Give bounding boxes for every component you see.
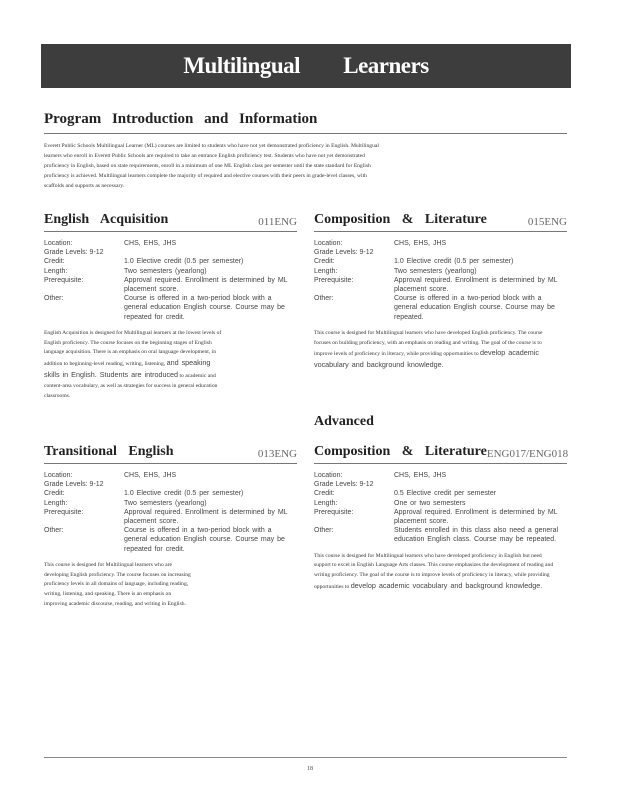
length-value: Two semesters (yearlong) bbox=[124, 267, 207, 275]
location-value: CHS, EHS, JHS bbox=[124, 240, 177, 247]
course-description bbox=[314, 329, 554, 372]
desc-text: This course is designed for Multilingual learners who have developed English proficiency. The course focuses on building proficiency, with an emphasis on reading and writing. The goal of the course is to improve levels of proficiency in literacy, while providing opportunities to bbox=[314, 329, 543, 358]
banner-title: Multilingual Learners bbox=[183, 53, 429, 78]
prereq-value: Approval required. Enrollment is determined by ML placement score. bbox=[394, 276, 558, 294]
grade-value: 9-12 bbox=[89, 481, 104, 489]
course-details bbox=[44, 239, 297, 322]
grade-value: 9-12 bbox=[359, 481, 374, 489]
course-code: ENG017/ENG018 bbox=[486, 448, 569, 460]
location-label: Location: bbox=[314, 240, 343, 247]
grade-value: 9-12 bbox=[359, 249, 374, 257]
course-title-row bbox=[314, 440, 567, 464]
desc-end: to academic and content-area vocabulary, as well as strategies for success in general education classrooms. bbox=[44, 373, 218, 399]
credit-value: 0.5 Elective credit per semester bbox=[394, 490, 497, 498]
course-advanced-composition-literature bbox=[314, 414, 569, 593]
length-value: Two semesters (yearlong) bbox=[394, 267, 477, 275]
course-title: English Acquisition bbox=[44, 212, 169, 227]
location-value: CHS, EHS, JHS bbox=[124, 472, 177, 479]
course-description bbox=[44, 561, 192, 610]
course-title-row bbox=[44, 208, 297, 232]
credit-label: Credit: bbox=[314, 258, 335, 266]
course-description bbox=[314, 552, 554, 593]
location-value: CHS, EHS, JHS bbox=[394, 240, 447, 247]
other-value: Course is offered in a two-period block with a general education English course. Course may be repeated. bbox=[394, 295, 555, 321]
prereq-value: Approval required. Enrollment is determined by ML placement score. bbox=[124, 508, 288, 526]
credit-label: Credit: bbox=[44, 258, 65, 266]
prereq-value: Approval required. Enrollment is determined by ML placement score. bbox=[394, 508, 558, 526]
desc-text: This course is designed for Multilingual learners who have developed proficiency in English but need support to excel in English Language Arts classes. This course emphasizes the development of reading and writing proficiency. The goal of the course is to improve levels of proficiency in literacy, while providing opportunities to bbox=[314, 552, 554, 591]
other-label: Other: bbox=[44, 527, 64, 535]
other-value: Course is offered in a two-period block with a general education English course. Course may be repeated for credit. bbox=[124, 527, 285, 553]
desc-emphasis: develop academic vocabulary and background knowledge. bbox=[314, 348, 539, 370]
prereq-label: Prerequisite: bbox=[314, 276, 354, 284]
credit-label: Credit: bbox=[44, 490, 65, 498]
desc-text: This course is designed for Multilingual learners who are developing English proficiency. The course focuses on increasing proficiency levels in all domains of language, including reading, writing, listening, and speaking. There is an emphasis on improving academic discourse, reading, and writing in English. bbox=[44, 561, 191, 608]
credit-value: 1.0 Elective credit (0.5 per semester) bbox=[124, 490, 244, 498]
course-composition-literature bbox=[314, 208, 567, 372]
section-heading: Program Introduction and Information bbox=[44, 111, 567, 134]
prereq-label: Prerequisite: bbox=[314, 508, 354, 516]
length-value: One or two semesters bbox=[394, 499, 466, 507]
page-banner bbox=[41, 44, 571, 88]
grade-label: Grade Levels: 9-12 bbox=[44, 481, 104, 489]
course-title: Composition & Literature bbox=[314, 444, 487, 459]
grade-label: Grade Levels: 9-12 bbox=[314, 249, 374, 257]
other-label: Other: bbox=[314, 527, 334, 535]
prereq-label: Prerequisite: bbox=[44, 508, 84, 516]
course-details bbox=[44, 471, 297, 554]
other-value: Course is offered in a two-period block with a general education English course. Course may be repeated for credit. bbox=[124, 295, 285, 321]
grade-label: Grade Levels: 9-12 bbox=[44, 249, 104, 257]
course-description bbox=[44, 329, 224, 402]
desc-text: English Acquisition is designed for Multilingual learners at the lowest levels of English proficiency. The course focuses on the beginning stages of English language acquisition. There is an emphasis on oral language development, in addition to beginning-level reading, writing, listening, bbox=[44, 329, 222, 368]
other-label: Other: bbox=[44, 295, 64, 303]
location-value: CHS, EHS, JHS bbox=[394, 472, 447, 479]
desc-emphasis: develop academic vocabulary and background knowledge. bbox=[350, 581, 543, 591]
course-title: Transitional English bbox=[44, 444, 174, 459]
intro-paragraph: Everett Public Schools Multilingual Learner (ML) courses are limited to students who have not yet demonstrated proficiency in English. Multilingual learners who enroll in Everett Public Schools are required to take an entrance English proficiency test. Students who have not yet demonstrated proficiency in English, based on state requirements, enroll in a minimum of one ML English class per semester until the state standard for English proficiency is achieved. Multilingual learners complete the majority of required and elective courses with their peers in grade-level classes, with scaffolds and supports as necessary. bbox=[44, 143, 379, 189]
length-value: Two semesters (yearlong) bbox=[124, 499, 207, 507]
length-label: Length: bbox=[314, 499, 338, 507]
page-number: 18 bbox=[307, 766, 313, 772]
other-value: Students enrolled in this class also need a general education English class. Course may be repeated. bbox=[394, 527, 559, 544]
credit-value: 1.0 Elective credit (0.5 per semester) bbox=[124, 258, 244, 266]
location-label: Location: bbox=[314, 472, 343, 479]
course-details bbox=[314, 239, 567, 322]
credit-value: 1.0 Elective credit (0.5 per semester) bbox=[394, 258, 514, 266]
location-label: Location: bbox=[44, 472, 73, 479]
course-title-row bbox=[314, 208, 567, 232]
course-title-prefix: Advanced bbox=[314, 414, 374, 429]
prereq-label: Prerequisite: bbox=[44, 276, 84, 284]
footer-rule bbox=[44, 757, 567, 758]
length-label: Length: bbox=[44, 267, 68, 275]
length-label: Length: bbox=[314, 267, 338, 275]
length-label: Length: bbox=[44, 499, 68, 507]
course-details bbox=[314, 471, 567, 545]
credit-label: Credit: bbox=[314, 490, 335, 498]
course-code: 013ENG bbox=[257, 448, 297, 460]
location-label: Location: bbox=[44, 240, 73, 247]
course-code: 011ENG bbox=[258, 216, 297, 228]
grade-value: 9-12 bbox=[89, 249, 104, 257]
other-label: Other: bbox=[314, 295, 334, 303]
course-code: 015ENG bbox=[527, 216, 567, 228]
course-title-row bbox=[44, 440, 297, 464]
grade-label: Grade Levels: 9-12 bbox=[314, 481, 374, 489]
course-transitional-english bbox=[44, 440, 297, 610]
course-english-acquisition bbox=[44, 208, 297, 401]
course-title: Composition & Literature bbox=[314, 212, 487, 227]
desc-emphasis: and speaking skills in English. Students are introduced bbox=[44, 358, 211, 380]
prereq-value: Approval required. Enrollment is determined by ML placement score. bbox=[124, 276, 288, 294]
